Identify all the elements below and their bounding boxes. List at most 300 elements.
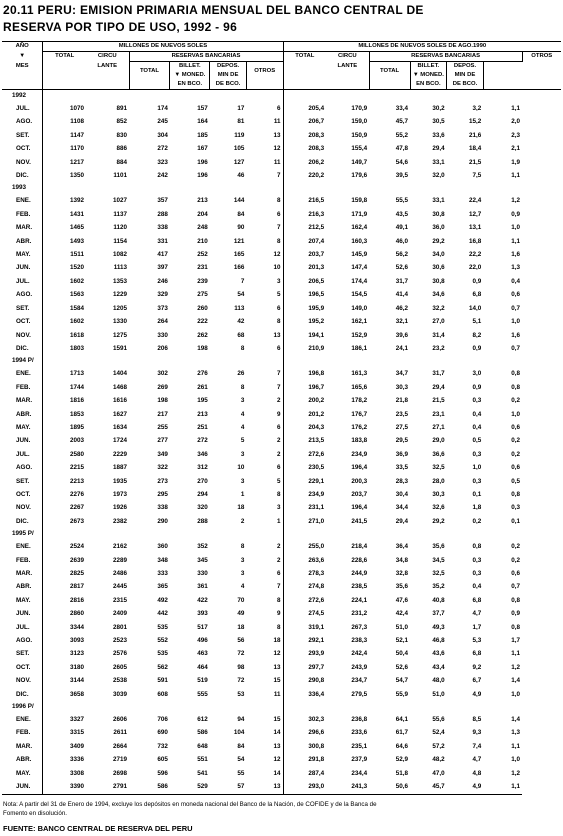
- table-cell: 517: [197, 623, 208, 631]
- table-cell: 591: [157, 677, 168, 685]
- table-cell: 14: [246, 767, 283, 780]
- table-row: [2, 194, 561, 207]
- table-cell: 55,6: [432, 716, 445, 724]
- month-label: SET.: [2, 129, 43, 142]
- table-cell: 562: [157, 663, 168, 671]
- year-row: [2, 355, 561, 367]
- table-cell: 5: [246, 475, 283, 488]
- table-cell: 1,3: [511, 729, 521, 737]
- table-cell: 51,0: [395, 623, 409, 631]
- table-cell: 1330: [113, 318, 128, 326]
- table-cell: [86, 701, 129, 713]
- table-cell: [483, 528, 522, 540]
- table-row: [2, 713, 561, 726]
- table-row: [2, 169, 561, 182]
- table-cell: 27,0: [432, 318, 445, 326]
- table-cell: 36,6: [432, 450, 445, 458]
- month-label: ABR.: [2, 753, 43, 766]
- table-cell: 29,4: [395, 517, 409, 525]
- table-cell: 1627: [113, 410, 128, 418]
- table-cell: 179,6: [351, 172, 368, 180]
- header-reservas: RESERVAS BANCARIAS: [129, 52, 283, 62]
- table-cell: 201,3: [308, 264, 325, 272]
- table-cell: [369, 355, 410, 367]
- table-cell: 157: [197, 105, 208, 112]
- month-label: JUL.: [2, 621, 43, 634]
- table-cell: 145,9: [351, 251, 368, 259]
- table-row: [2, 142, 561, 155]
- table-row: [2, 329, 561, 342]
- table-row: [2, 726, 561, 739]
- table-cell: 272: [197, 437, 208, 445]
- table-row: [2, 394, 561, 407]
- table-cell: 186,1: [351, 344, 368, 352]
- table-cell: 338: [157, 224, 168, 232]
- table-cell: 0,6: [511, 464, 521, 472]
- table-cell: 243,9: [351, 663, 368, 671]
- month-label: MAY.: [2, 767, 43, 780]
- table-cell: 0,4: [472, 423, 482, 431]
- table-cell: 1404: [113, 370, 128, 378]
- table-cell: 293,9: [308, 650, 325, 658]
- table-cell: 884: [116, 158, 128, 166]
- table-cell: 220,2: [308, 172, 325, 180]
- table-cell: 275: [197, 291, 208, 299]
- table-cell: 13,1: [469, 224, 482, 232]
- table-cell: 555: [197, 690, 208, 698]
- table-cell: 27,1: [432, 423, 445, 431]
- year-label: 1994 P/: [2, 355, 43, 367]
- table-cell: 46,2: [395, 304, 409, 312]
- table-cell: 217: [157, 410, 168, 418]
- table-cell: 52,6: [395, 663, 409, 671]
- table-cell: [210, 90, 247, 103]
- table-cell: 272,6: [308, 596, 325, 604]
- table-cell: 1935: [113, 477, 128, 485]
- table-cell: [170, 701, 210, 713]
- table-cell: 33,1: [432, 158, 445, 166]
- year-label: 1996 P/: [2, 701, 43, 713]
- table-cell: 1926: [113, 504, 128, 512]
- table-cell: 586: [197, 729, 208, 737]
- month-label: DIC.: [2, 169, 43, 182]
- table-cell: 1082: [113, 251, 128, 259]
- table-cell: [369, 90, 410, 103]
- header-otros-real: OTROS: [531, 53, 553, 60]
- table-cell: 1,6: [511, 331, 521, 339]
- table-cell: 246: [157, 277, 168, 285]
- table-cell: 32,0: [432, 172, 445, 180]
- table-cell: 330: [157, 331, 168, 339]
- table-cell: 18: [237, 504, 245, 512]
- table-cell: 12: [246, 647, 283, 660]
- table-cell: 422: [197, 596, 208, 604]
- table-cell: 0,2: [511, 556, 521, 564]
- table-cell: 13: [246, 129, 283, 142]
- table-cell: 0,2: [511, 397, 521, 405]
- table-cell: 1724: [113, 437, 128, 445]
- table-cell: 36,9: [395, 450, 409, 458]
- table-cell: 6: [246, 421, 283, 434]
- table-cell: 84: [237, 210, 245, 218]
- table-cell: 8: [246, 194, 283, 207]
- table-cell: [483, 182, 522, 194]
- table-row: [2, 448, 561, 461]
- table-cell: 294: [197, 490, 208, 498]
- month-label: ABR.: [2, 235, 43, 248]
- table-cell: 4,7: [472, 610, 482, 618]
- table-cell: 2801: [113, 623, 128, 631]
- table-cell: 1563: [69, 291, 84, 299]
- table-cell: 216,3: [308, 210, 325, 218]
- table-cell: 165,6: [351, 383, 368, 391]
- table-cell: 357: [157, 197, 168, 205]
- table-cell: 2816: [69, 596, 84, 604]
- table-cell: 1217: [69, 158, 84, 166]
- table-cell: 1137: [113, 210, 128, 218]
- table-cell: 3658: [69, 690, 84, 698]
- header-depos: DEPOS.: [210, 62, 247, 72]
- table-cell: 1154: [113, 237, 128, 245]
- footnote: [3, 800, 503, 818]
- table-cell: [43, 701, 86, 713]
- table-cell: 13: [246, 661, 283, 674]
- table-cell: 1,1: [511, 650, 521, 658]
- table-cell: 1511: [70, 251, 84, 259]
- table-cell: 210: [197, 237, 208, 245]
- table-cell: 7,5: [472, 172, 482, 180]
- table-cell: 234,4: [351, 769, 368, 777]
- table-cell: 1520: [69, 264, 84, 272]
- table-cell: 23,1: [432, 410, 445, 418]
- table-cell: [326, 355, 369, 367]
- table-cell: 322: [157, 464, 168, 472]
- table-cell: 167: [197, 145, 208, 153]
- table-cell: [447, 701, 484, 713]
- table-cell: 13: [246, 780, 283, 794]
- table-cell: 48,0: [432, 677, 445, 685]
- table-cell: 239: [197, 277, 208, 285]
- table-cell: 1170: [70, 145, 84, 153]
- table-cell: 43,5: [395, 210, 409, 218]
- month-label: JUN.: [2, 434, 43, 447]
- table-cell: 0,4: [472, 583, 482, 591]
- table-cell: 3315: [69, 729, 84, 737]
- table-cell: 0,8: [511, 383, 521, 391]
- header-de-bco: DE BCO.: [210, 80, 247, 90]
- table-cell: 605: [157, 756, 168, 764]
- table-cell: 1,2: [511, 769, 521, 777]
- month-label: ENE.: [2, 367, 43, 380]
- table-row: [2, 261, 561, 274]
- table-cell: 1602: [69, 318, 84, 326]
- table-cell: 349: [157, 450, 168, 458]
- table-cell: 50,4: [395, 650, 409, 658]
- table-row: [2, 594, 561, 607]
- table-row: [2, 115, 561, 128]
- table-cell: 255: [157, 423, 168, 431]
- table-cell: 235,1: [351, 742, 368, 750]
- table-cell: 586: [129, 780, 170, 794]
- table-cell: 242: [157, 172, 168, 180]
- table-row: [2, 102, 561, 115]
- table-cell: 1350: [69, 172, 84, 180]
- table-cell: 1,3: [511, 264, 521, 272]
- table-body: [2, 90, 561, 795]
- table-cell: 36,0: [432, 224, 445, 232]
- table-cell: 1,8: [472, 504, 482, 512]
- table-cell: 0,8: [511, 623, 521, 631]
- table-cell: 8: [246, 594, 283, 607]
- table-cell: 152,9: [351, 331, 368, 339]
- table-cell: 29,2: [432, 517, 445, 525]
- table-cell: 21,5: [432, 397, 445, 405]
- table-cell: 2698: [113, 769, 128, 777]
- table-cell: 21,6: [469, 131, 482, 139]
- table-cell: 552: [157, 637, 168, 645]
- table-cell: 3093: [69, 637, 84, 645]
- table-cell: 203,7: [308, 251, 325, 259]
- month-label: MAR.: [2, 567, 43, 580]
- table-cell: 2315: [113, 596, 128, 604]
- table-cell: 2289: [113, 556, 128, 564]
- table-cell: 393: [197, 610, 208, 618]
- table-cell: 319,1: [308, 623, 325, 631]
- table-cell: 5,1: [472, 318, 482, 326]
- table-cell: [246, 701, 283, 713]
- table-row: [2, 302, 561, 315]
- table-cell: 234,7: [351, 677, 368, 685]
- table-cell: [210, 182, 247, 194]
- table-row: [2, 221, 561, 234]
- table-cell: 11: [246, 688, 283, 701]
- table-cell: 1120: [113, 224, 128, 232]
- table-cell: [483, 355, 522, 367]
- emission-table: [2, 41, 561, 795]
- table-cell: 464: [197, 663, 208, 671]
- table-cell: [170, 528, 210, 540]
- table-cell: 2605: [113, 663, 128, 671]
- table-cell: 231: [197, 264, 208, 272]
- table-cell: 72: [237, 650, 245, 658]
- table-cell: 176,2: [351, 423, 368, 431]
- table-cell: 33,1: [432, 197, 445, 205]
- table-cell: [129, 182, 170, 194]
- table-cell: [43, 355, 86, 367]
- table-cell: 29,4: [432, 383, 445, 391]
- table-cell: [210, 528, 247, 540]
- month-label: DIC.: [2, 515, 43, 528]
- month-label: MAR.: [2, 394, 43, 407]
- table-cell: 2664: [113, 742, 128, 750]
- table-row: [2, 688, 561, 701]
- table-cell: 34,7: [395, 370, 409, 378]
- table-cell: 0,3: [472, 397, 482, 405]
- table-cell: 198: [157, 397, 168, 405]
- table-cell: 3390: [43, 780, 86, 794]
- table-cell: 891: [116, 105, 128, 112]
- table-cell: 1744: [69, 383, 84, 391]
- table-cell: 213: [197, 410, 208, 418]
- table-cell: 155,4: [351, 145, 368, 153]
- table-cell: [246, 528, 283, 540]
- table-cell: 1,0: [511, 224, 521, 232]
- table-cell: 304: [157, 131, 168, 139]
- table-row: [2, 740, 561, 753]
- table-cell: 331: [157, 237, 168, 245]
- table-cell: 195,9: [308, 304, 325, 312]
- header-ano: AÑO: [2, 42, 43, 52]
- table-row: [2, 275, 561, 288]
- table-cell: 2825: [69, 570, 84, 577]
- table-cell: 830: [116, 131, 128, 139]
- table-row: [2, 767, 561, 780]
- table-cell: 1027: [113, 197, 128, 205]
- table-cell: 36,4: [395, 543, 409, 551]
- table-cell: 7,4: [472, 742, 482, 750]
- table-cell: [86, 355, 129, 367]
- table-cell: 690: [157, 729, 168, 737]
- table-cell: 1,7: [472, 623, 482, 631]
- table-cell: [326, 528, 369, 540]
- table-cell: 417: [157, 251, 168, 259]
- table-cell: 9: [246, 408, 283, 421]
- month-label: JUN.: [2, 780, 43, 794]
- table-cell: 32,6: [432, 504, 445, 512]
- table-cell: 4,9: [447, 780, 484, 794]
- table-cell: [246, 355, 283, 367]
- table-cell: 207,4: [308, 237, 325, 245]
- header-total-res: TOTAL: [129, 62, 170, 81]
- table-cell: 3144: [69, 677, 84, 685]
- table-cell: 348: [157, 556, 168, 564]
- table-cell: 35,2: [432, 583, 445, 591]
- table-cell: 24,1: [395, 344, 409, 352]
- table-cell: 346: [197, 450, 208, 458]
- table-cell: 1147: [70, 131, 84, 139]
- table-cell: 55,5: [395, 197, 409, 205]
- table-cell: 2639: [69, 556, 84, 564]
- table-cell: 233,6: [351, 729, 368, 737]
- table-cell: 196: [197, 158, 208, 166]
- month-label: MAY.: [2, 421, 43, 434]
- table-cell: 292,1: [308, 637, 325, 645]
- table-cell: 43,4: [432, 663, 445, 671]
- table-cell: 1,1: [511, 172, 521, 180]
- header-lante-real: LANTE: [337, 62, 358, 69]
- table-cell: 1113: [113, 264, 128, 272]
- table-cell: 149,0: [351, 304, 368, 312]
- table-cell: 262: [197, 331, 208, 339]
- table-cell: 1973: [113, 490, 128, 498]
- table-cell: 234,9: [308, 490, 325, 498]
- table-cell: 52,6: [395, 264, 409, 272]
- table-row: [2, 367, 561, 380]
- table-cell: 15,2: [469, 118, 482, 126]
- table-header: [2, 42, 561, 90]
- table-cell: 1,6: [511, 251, 521, 259]
- table-cell: 208,3: [308, 145, 325, 153]
- table-cell: 8,2: [472, 331, 482, 339]
- table-cell: [283, 182, 326, 194]
- table-cell: 8: [240, 344, 245, 352]
- table-row: [2, 540, 561, 553]
- table-cell: 18: [246, 634, 283, 647]
- table-cell: 255,0: [308, 543, 325, 551]
- table-cell: 12: [246, 753, 283, 766]
- table-cell: 29,4: [432, 145, 445, 153]
- month-label: AGO.: [2, 461, 43, 474]
- table-cell: 274,5: [308, 610, 325, 618]
- table-row: [2, 488, 561, 501]
- table-cell: 22,0: [469, 264, 482, 272]
- table-cell: 373: [157, 304, 168, 312]
- table-cell: [283, 701, 326, 713]
- table-cell: 492: [157, 596, 168, 604]
- table-cell: 1,2: [511, 663, 521, 671]
- table-cell: 886: [116, 145, 128, 153]
- table-cell: 6: [246, 567, 283, 580]
- table-cell: 0,1: [472, 490, 482, 498]
- table-cell: 17: [237, 105, 245, 112]
- table-cell: 0,5: [472, 437, 482, 445]
- table-row: [2, 421, 561, 434]
- table-cell: 52,1: [395, 637, 409, 645]
- table-cell: 1616: [113, 397, 128, 405]
- table-row: [2, 434, 561, 447]
- table-cell: 1,0: [511, 318, 521, 326]
- table-cell: 3327: [69, 716, 84, 724]
- table-cell: 272: [157, 145, 168, 153]
- table-cell: 2486: [113, 570, 128, 577]
- table-cell: 288: [157, 210, 168, 218]
- table-cell: 3336: [69, 756, 84, 764]
- table-cell: 21,5: [469, 158, 482, 166]
- table-cell: 245: [157, 118, 168, 126]
- table-cell: 64,6: [395, 742, 409, 750]
- table-cell: 49,3: [432, 623, 445, 631]
- table-cell: 11: [246, 156, 283, 169]
- table-cell: 1,0: [511, 756, 521, 764]
- table-cell: [283, 90, 326, 103]
- footnote-line-1: Nota: A partir del 31 de Enero de 1994, excluye los depósitos en moneda nacional del Banco de la Nación, de COFIDE y de la Banca de: [3, 801, 377, 808]
- table-cell: 7: [246, 367, 283, 380]
- table-row: [2, 208, 561, 221]
- table-cell: 29,2: [432, 237, 445, 245]
- table-cell: 113: [234, 304, 245, 312]
- table-cell: 42,4: [395, 610, 409, 618]
- table-cell: 1,9: [511, 158, 521, 166]
- table-cell: 1602: [69, 277, 84, 285]
- table-cell: 8: [240, 383, 245, 391]
- table-row: [2, 661, 561, 674]
- header-en-bco-real: ▼ MONED.: [410, 71, 447, 80]
- table-row: [2, 129, 561, 142]
- table-cell: 47,8: [395, 145, 409, 153]
- table-cell: 16,8: [469, 237, 482, 245]
- table-cell: 18: [237, 623, 245, 631]
- table-cell: 2791: [86, 780, 129, 794]
- table-cell: [129, 701, 170, 713]
- table-cell: 48,2: [432, 756, 445, 764]
- month-label: SET.: [2, 647, 43, 660]
- table-cell: 90: [237, 224, 245, 232]
- table-row: [2, 248, 561, 261]
- table-cell: 276: [197, 370, 208, 378]
- table-cell: 261: [197, 383, 208, 391]
- table-row: [2, 408, 561, 421]
- table-cell: 1,4: [511, 677, 521, 685]
